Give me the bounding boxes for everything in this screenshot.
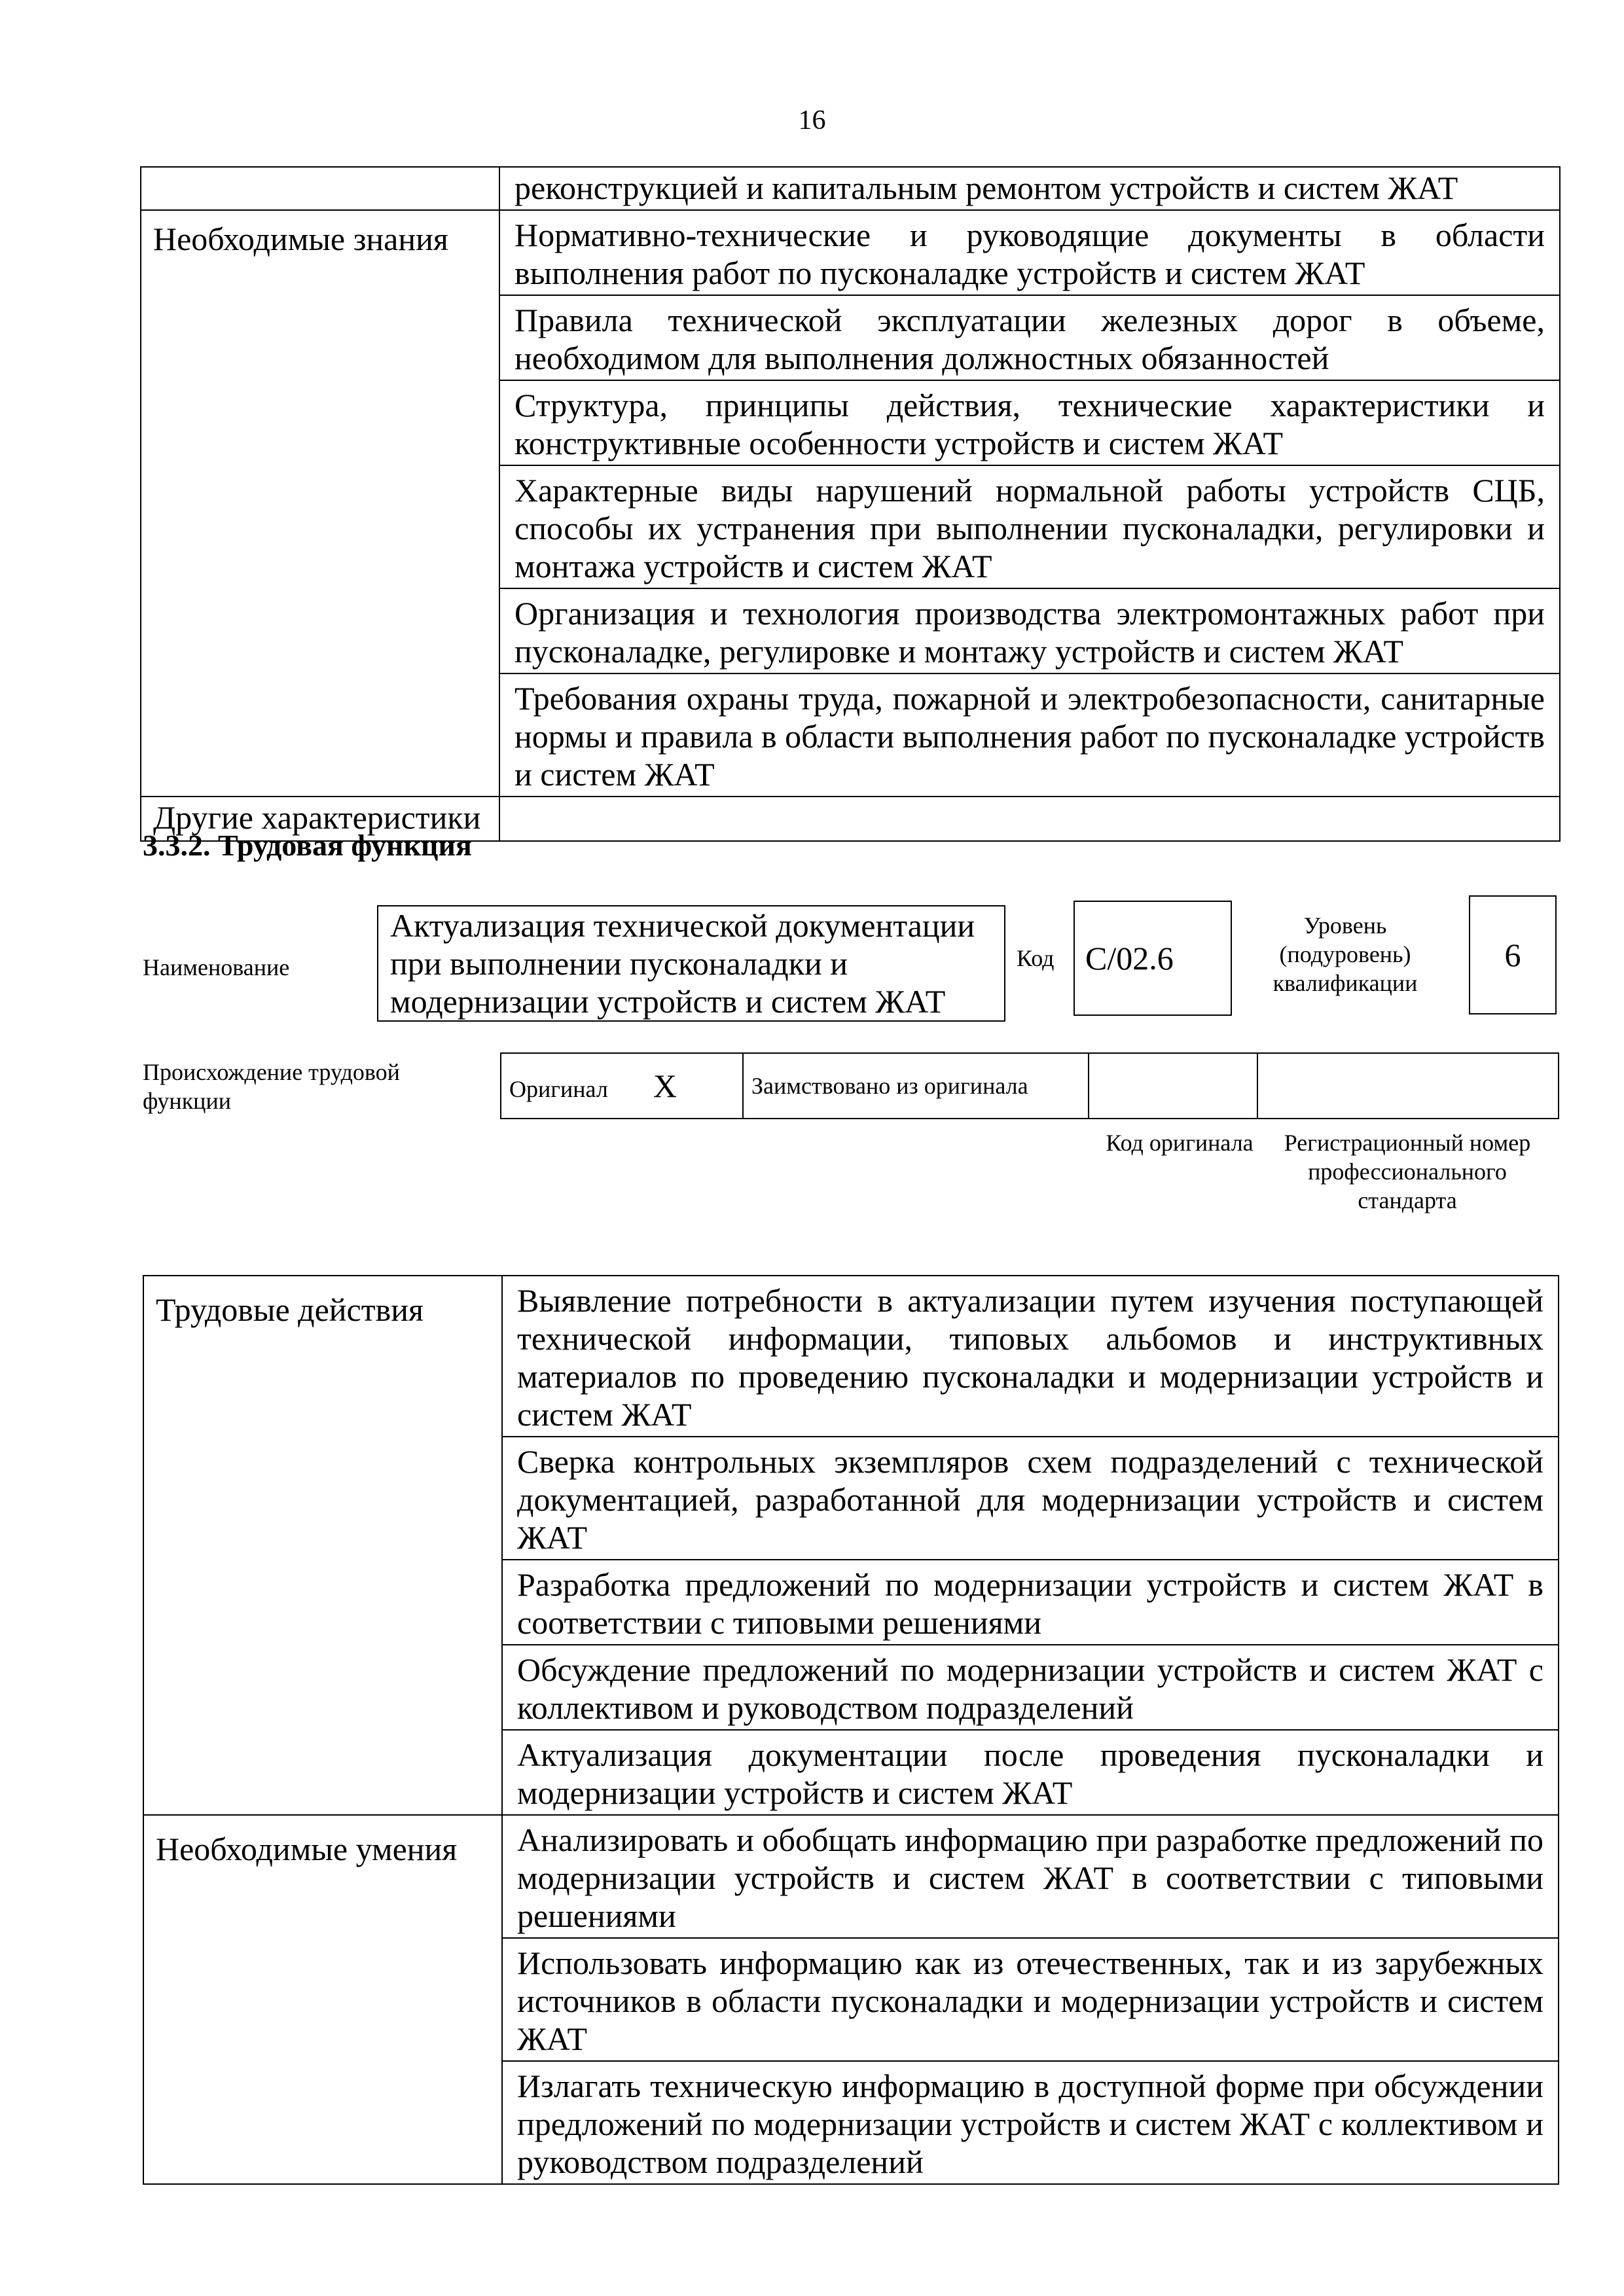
other-characteristics-value — [499, 797, 1560, 841]
page-number: 16 — [798, 105, 826, 135]
knowledge-item: Структура, принципы действия, технические характеристики и конструктивные особенности устройств и систем ЖАТ — [499, 380, 1560, 465]
borrowed-label: Заимствовано из оригинала — [743, 1053, 1089, 1119]
knowledge-item: Требования охраны труда, пожарной и электробезопасности, санитарные нормы и правила в области выполнения работ по пусконаладке устройств и систем ЖАТ — [499, 673, 1560, 797]
knowledge-item: Правила технической эксплуатации железных дорог в объеме, необходимом для выполнения должностных обязанностей — [499, 295, 1560, 380]
skill-item: Использовать информацию как из отечественных, так и из зарубежных источников в области пусконаладки и модернизации устройств и систем ЖАТ — [502, 1938, 1559, 2061]
action-item: Разработка предложений по модернизации устройств и систем ЖАТ в соответствии с типовыми решениями — [502, 1560, 1559, 1645]
origin-table — [500, 1052, 1559, 1119]
code-label: Код — [1017, 945, 1055, 971]
qualification-level-label: Уровень (подуровень) квалификации — [1272, 912, 1418, 996]
empty-label-cell — [141, 167, 499, 210]
qualification-level-box — [1469, 895, 1557, 1014]
continued-text-cell: реконструкцией и капитальным ремонтом устройств и систем ЖАТ — [499, 167, 1560, 210]
skill-item: Анализировать и обобщать информацию при разработке предложений по модернизации устройств и систем ЖАТ в соответствии с типовыми решениями — [502, 1815, 1559, 1938]
original-mark: Х — [653, 1067, 677, 1104]
table-row — [501, 1053, 1559, 1119]
code-original-caption: Код оригинала — [1106, 1130, 1254, 1156]
skill-item: Излагать техническую информацию в доступной форме при обсуждении предложений по модернизации устройств и систем ЖАТ с коллективом и руководством подразделений — [502, 2061, 1559, 2184]
original-cell — [501, 1053, 743, 1119]
reg-number-value — [1257, 1053, 1559, 1119]
skills-label: Необходимые умения — [143, 1815, 502, 2184]
knowledge-item: Характерные виды нарушений нормальной работы устройств СЦБ, способы их устранения при выполнении пусконаладки, регулировки и монтажа устройств и систем ЖАТ — [499, 465, 1560, 588]
code-original-value — [1089, 1053, 1257, 1119]
table-row — [141, 210, 1560, 295]
origin-label: Происхождение трудовой функции — [143, 1059, 400, 1114]
table-row — [141, 167, 1560, 210]
action-item: Сверка контрольных экземпляров схем подразделений с технической документацией, разработанной для модернизации устройств и систем ЖАТ — [502, 1437, 1559, 1560]
table-row — [143, 1276, 1559, 1437]
qualification-level-value: 6 — [1504, 937, 1521, 973]
name-label: Наименование — [143, 954, 290, 980]
reg-number-caption: Регистрационный номер профессионального стандарта — [1284, 1130, 1531, 1213]
original-label: Оригинал — [509, 1076, 608, 1102]
other-characteristics-label: Другие характеристики — [141, 797, 499, 841]
knowledge-item: Нормативно-технические и руководящие документы в области выполнения работ по пусконаладке устройств и систем ЖАТ — [499, 210, 1560, 295]
action-item: Выявление потребности в актуализации путем изучения поступающей технической информации, типовых альбомов и инструктивных материалов по проведению пусконаладки и модернизации устройств и систем ЖАТ — [502, 1276, 1559, 1437]
function-name-box — [377, 905, 1005, 1022]
table-row — [143, 1815, 1559, 1938]
knowledge-table — [140, 166, 1561, 842]
section-heading: 3.3.2. Трудовая функция — [143, 829, 472, 862]
function-name-value: Актуализация технической документации при выполнении пусконаладки и модернизации устройств и систем ЖАТ — [390, 907, 975, 1020]
actions-table — [143, 1275, 1559, 2185]
function-code-box — [1074, 901, 1232, 1016]
actions-label: Трудовые действия — [143, 1276, 502, 1815]
action-item: Актуализация документации после проведения пусконаладки и модернизации устройств и систем ЖАТ — [502, 1730, 1559, 1815]
knowledge-label: Необходимые знания — [141, 210, 499, 797]
action-item: Обсуждение предложений по модернизации устройств и систем ЖАТ с коллективом и руководством подразделений — [502, 1645, 1559, 1730]
knowledge-item: Организация и технология производства электромонтажных работ при пусконаладке, регулировке и монтажу устройств и систем ЖАТ — [499, 588, 1560, 673]
function-code-value: С/02.6 — [1085, 940, 1174, 977]
